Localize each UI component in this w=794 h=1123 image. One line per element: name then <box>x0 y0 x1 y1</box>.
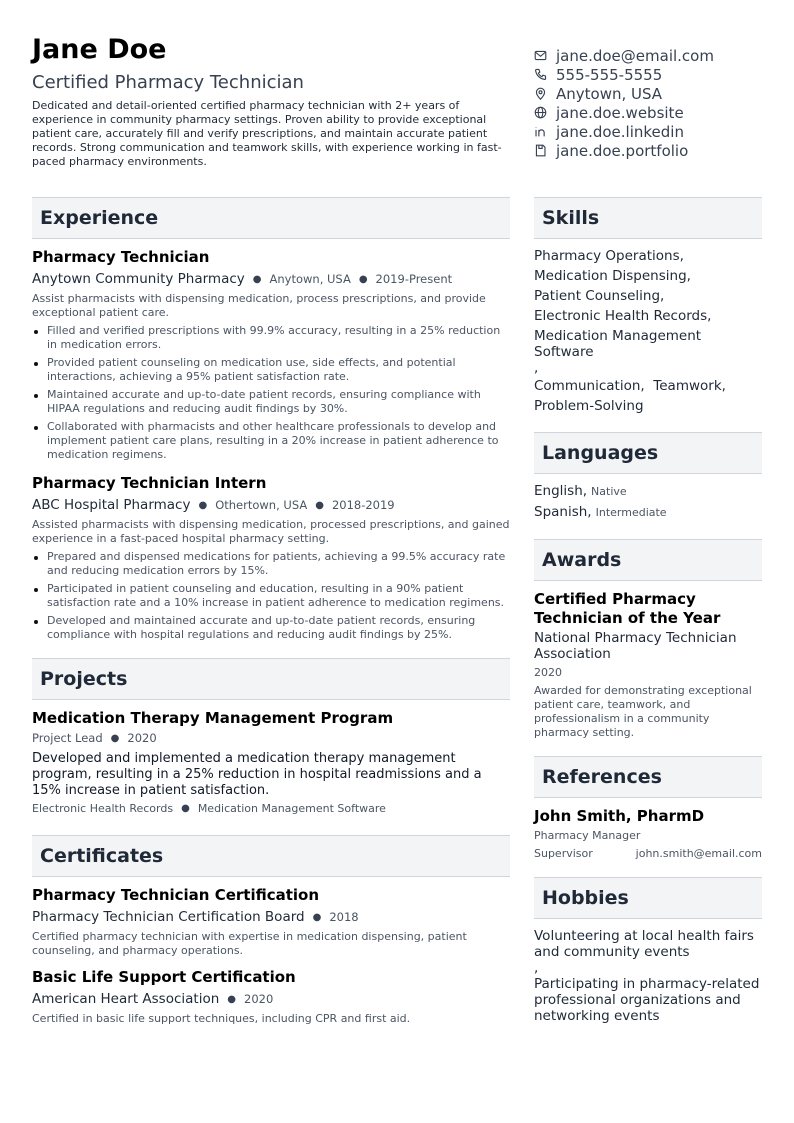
languages-heading: Languages <box>534 432 762 474</box>
experience-item <box>32 474 510 642</box>
projects-heading: Projects <box>32 658 510 700</box>
contact-website[interactable] <box>534 103 774 122</box>
certificate-year: 2018 <box>329 910 359 924</box>
skill-item: Electronic Health Records, <box>534 308 712 324</box>
award-org: National Pharmacy Technician Association <box>534 630 737 662</box>
certificate-issuer: American Heart Association <box>32 991 220 1007</box>
certificate-year: 2020 <box>244 992 274 1006</box>
reference-contact-row <box>534 847 762 861</box>
job-dates: 2018-2019 <box>331 498 395 512</box>
language-level: Native <box>591 485 627 498</box>
job-bullet: Filled and verified prescriptions with 99.9% accuracy, resulting in a 25% reduction in medication errors. <box>32 324 510 352</box>
project-title: Medication Therapy Management Program <box>32 709 394 727</box>
contact-phone[interactable] <box>534 65 774 84</box>
project-keyword: Medication Management Software <box>197 802 386 815</box>
right-column <box>534 197 762 1024</box>
job-company: ABC Hospital Pharmacy <box>32 497 191 513</box>
skill-item: Patient Counseling, <box>534 288 665 304</box>
skill-item: Communication, <box>534 378 645 394</box>
language-name: English, <box>534 483 588 499</box>
job-meta: Anytown Community Pharmacy ● Anytown, USA ● 2019-Present <box>32 271 453 287</box>
phone-text: 555-555-5555 <box>556 65 663 84</box>
job-bullet: Developed and maintained accurate and up-to-date patient records, ensuring compliance with hospital regulations and reducing audit findings by 25%. <box>32 614 510 642</box>
email-text: jane.doe@email.com <box>556 46 714 65</box>
job-meta: ABC Hospital Pharmacy ● Othertown, USA ● 2018-2019 <box>32 497 395 513</box>
portfolio-icon <box>534 144 547 157</box>
left-column <box>32 197 510 1026</box>
job-description: Assist pharmacists with dispensing medication, process prescriptions, and provide exceptional patient care. <box>32 292 486 319</box>
project-year: 2020 <box>127 731 157 745</box>
reference-name: John Smith, PharmD <box>534 807 705 825</box>
candidate-title: Certified Pharmacy Technician <box>32 72 304 93</box>
website-text: jane.doe.website <box>556 103 684 122</box>
candidate-name: Jane Doe <box>32 34 167 65</box>
language-name: Spanish, <box>534 504 592 520</box>
certificate-description: Certified pharmacy technician with expertise in medication dispensing, patient counseling, and pharmacy operations. <box>32 930 467 957</box>
languages-list <box>534 481 762 523</box>
skill-item: Problem-Solving <box>534 398 644 414</box>
awards-heading: Awards <box>534 539 762 581</box>
certificate-description: Certified in basic life support techniques, including CPR and first aid. <box>32 1012 411 1025</box>
award-description: Awarded for demonstrating exceptional patient care, teamwork, and professionalism in a community pharmacy setting. <box>534 684 752 739</box>
certificate-issuer: Pharmacy Technician Certification Board <box>32 909 305 925</box>
language-item <box>534 481 762 502</box>
certificate-item <box>32 886 510 958</box>
project-item <box>32 709 510 816</box>
email-icon <box>534 49 547 62</box>
contact-location <box>534 84 774 103</box>
reference-item <box>534 807 762 861</box>
hobby-item: Participating in pharmacy-related professional organizations and networking events <box>534 976 760 1024</box>
skill-item: Pharmacy Operations, <box>534 248 684 264</box>
experience-heading: Experience <box>32 197 510 239</box>
project-description: Developed and implemented a medication therapy management program, resulting in a 25% reduction in hospital readmissions and a 15% increase in patient satisfaction. <box>32 751 482 798</box>
hobbies-list <box>534 928 762 1024</box>
certificate-item <box>32 968 510 1026</box>
job-bullet: Participated in patient counseling and education, resulting in a 90% patient satisfaction rate and a 10% increase in patient adherence to medication regimens. <box>32 582 510 610</box>
skill-item: Medication Management Software <box>534 328 702 360</box>
award-item <box>534 590 762 740</box>
experience-item <box>32 248 510 462</box>
location-icon <box>534 87 547 100</box>
certificate-title: Pharmacy Technician Certification <box>32 886 320 904</box>
skills-heading: Skills <box>534 197 762 239</box>
globe-icon <box>534 106 547 119</box>
hobby-item: Volunteering at local health fairs and community events <box>534 928 754 960</box>
award-title: Certified Pharmacy Technician of the Year <box>534 590 721 627</box>
skills-list <box>534 246 762 416</box>
job-bullets <box>32 550 510 642</box>
project-keyword: Electronic Health Records <box>32 802 174 815</box>
reference-email[interactable]: john.smith@email.com <box>635 847 762 860</box>
hobby-separator: , <box>534 960 539 976</box>
certificates-heading: Certificates <box>32 835 510 877</box>
references-heading: References <box>534 756 762 798</box>
summary: Dedicated and detail-oriented certified pharmacy technician with 2+ years of experience in community pharmacy settings. Proven ability to provide exceptional patient care, accurately fill and verify prescriptions, and maintain accurate patient records. Strong communication and teamwork skills, with experience working in fast-paced pharmacy environments. <box>32 99 502 168</box>
contact-email[interactable] <box>534 46 774 65</box>
linkedin-icon <box>534 125 547 138</box>
header <box>32 34 510 169</box>
job-bullet: Provided patient counseling on medication use, side effects, and potential interactions, achieving a 95% patient satisfaction rate. <box>32 356 510 384</box>
job-location: Othertown, USA <box>215 498 308 512</box>
job-bullet: Prepared and dispensed medications for patients, achieving a 99.5% accuracy rate and reducing medication errors by 15%. <box>32 550 510 578</box>
job-company: Anytown Community Pharmacy <box>32 271 245 287</box>
skill-item: Teamwork, <box>653 378 726 394</box>
certificate-meta: American Heart Association ● 2020 <box>32 991 274 1007</box>
job-bullets <box>32 324 510 462</box>
job-description: Assisted pharmacists with dispensing medication, processed prescriptions, and gained experience in a fast-paced hospital pharmacy setting. <box>32 518 510 545</box>
location-text: Anytown, USA <box>556 84 663 103</box>
language-level: Intermediate <box>595 506 667 519</box>
project-keywords: Electronic Health Records ● Medication Management Software <box>32 802 386 815</box>
reference-relation: Supervisor <box>534 847 593 860</box>
award-year: 2020 <box>534 666 562 679</box>
project-meta: Project Lead ● 2020 <box>32 731 157 745</box>
project-role: Project Lead <box>32 731 103 745</box>
hobbies-heading: Hobbies <box>534 877 762 919</box>
skill-item: Medication Dispensing, <box>534 268 691 284</box>
job-bullet: Collaborated with pharmacists and other healthcare professionals to develop and implement patient care plans, resulting in a 20% increase in patient adherence to medication regimens. <box>32 420 510 462</box>
contact-linkedin[interactable] <box>534 122 774 141</box>
job-dates: 2019-Present <box>375 272 453 286</box>
certificate-title: Basic Life Support Certification <box>32 968 296 986</box>
linkedin-text: jane.doe.linkedin <box>556 122 684 141</box>
job-bullet: Maintained accurate and up-to-date patient records, ensuring compliance with HIPAA regulations and reducing audit findings by 30%. <box>32 388 510 416</box>
portfolio-text: jane.doe.portfolio <box>556 141 689 160</box>
job-location: Anytown, USA <box>269 272 351 286</box>
contact-portfolio[interactable] <box>534 141 774 160</box>
certificate-meta: Pharmacy Technician Certification Board ● 2018 <box>32 909 359 925</box>
phone-icon <box>534 68 547 81</box>
contact-list <box>534 46 774 160</box>
skill-row <box>534 376 762 396</box>
reference-position: Pharmacy Manager <box>534 829 641 842</box>
job-title: Pharmacy Technician <box>32 248 210 266</box>
language-item <box>534 502 762 523</box>
skill-separator: , <box>534 360 539 376</box>
job-title: Pharmacy Technician Intern <box>32 474 267 492</box>
